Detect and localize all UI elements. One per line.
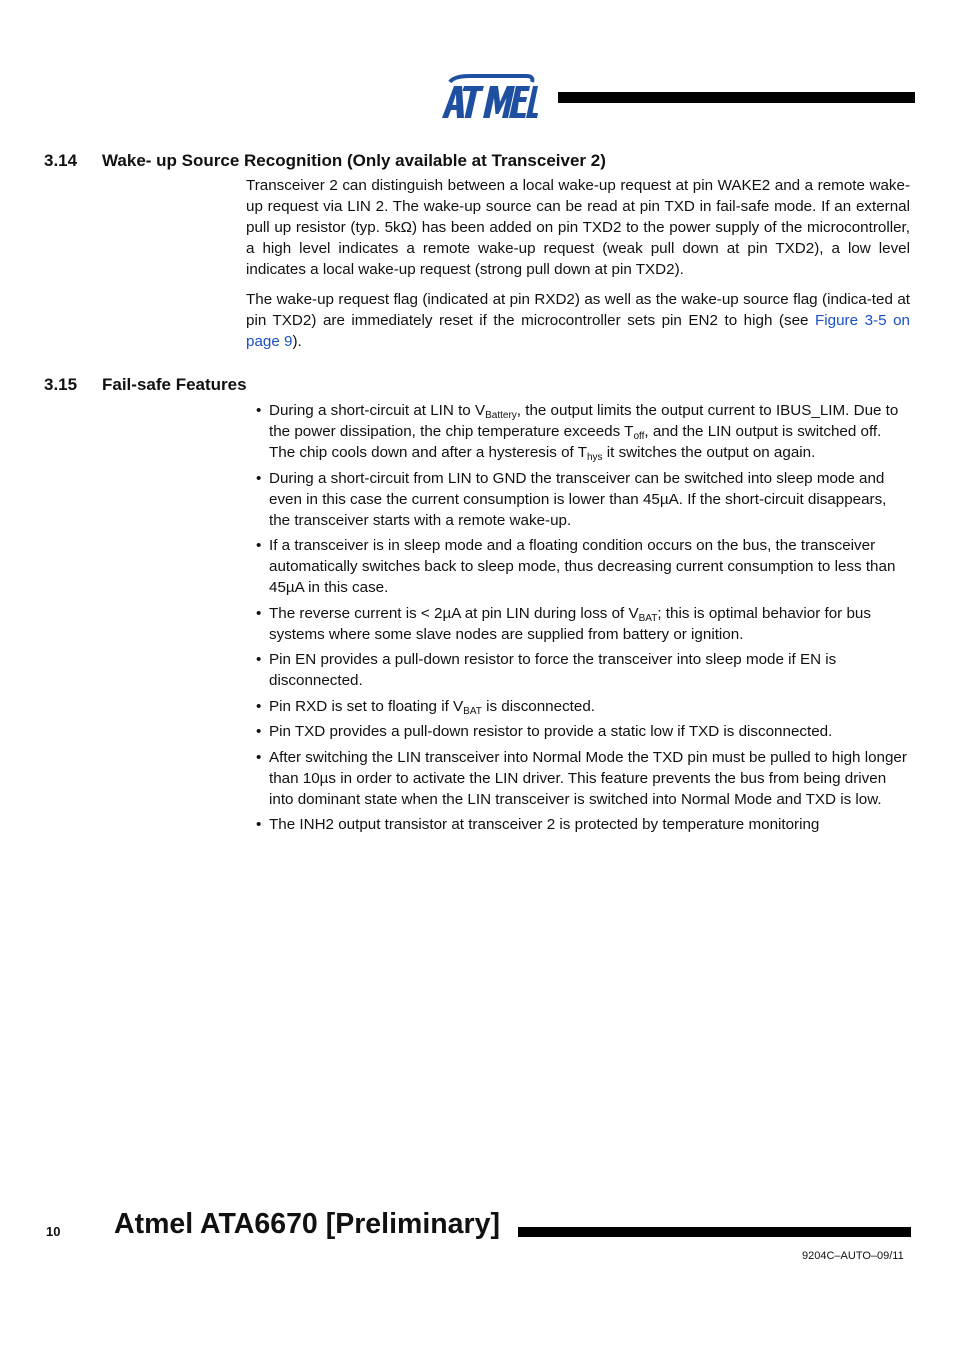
section-heading-3-15 bbox=[44, 375, 247, 395]
bullet-icon: • bbox=[256, 748, 262, 766]
atmel-logo bbox=[440, 74, 538, 120]
section-title: Fail-safe Features bbox=[102, 375, 247, 394]
document-title: Atmel ATA6670 [Preliminary] bbox=[114, 1208, 500, 1240]
list-item: • If a transceiver is in sleep mode and a floating condition occurs on the bus, the transceiver automatically switches back to sleep mode, thus decreasing current consumption to less than 45µA in this case. bbox=[256, 537, 896, 596]
paragraph-wakeup-source: Transceiver 2 can distinguish between a local wake-up request at pin WAKE2 and a remote wake-up request via LIN 2. The wake-up source can be read at pin TXD in fail-safe mode. If an external pull up resistor (typ. 5kΩ) has been added on pin TXD2 to the power supply of the microcontroller, a high level indicates a remote wake-up request (weak pull down at pin TXD2), a low level indicates a local wake-up request (strong pull down at pin TXD2). bbox=[246, 177, 910, 278]
bullet-icon: • bbox=[256, 469, 262, 487]
page-number: 10 bbox=[46, 1224, 61, 1239]
bullet-icon: • bbox=[256, 723, 262, 740]
paragraph-wakeup-flag-reset: The wake-up request flag (indicated at pin RXD2) as well as the wake-up source flag (indica-ted at pin TXD2) are immediately reset if the microcontroller sets pin EN2 to high (see Figure 3-5 on page 9). bbox=[246, 291, 910, 350]
bullet-icon: • bbox=[256, 697, 262, 715]
section-title: Wake- up Source Recognition (Only available at Transceiver 2) bbox=[102, 151, 606, 170]
list-item: • The INH2 output transistor at transceiver 2 is protected by temperature monitoring bbox=[256, 816, 820, 833]
list-item: • Pin EN provides a pull-down resistor to force the transceiver into sleep mode if EN is disconnected. bbox=[256, 651, 837, 689]
list-item: • The reverse current is < 2µA at pin LIN during loss of $V_{BAT}$; this is optimal behavior for bus systems where some slave nodes are supplied from battery or ignition. bbox=[256, 604, 871, 643]
header-rule bbox=[558, 92, 915, 103]
list-item: • During a short-circuit at LIN to $V_{Battery}$, the output limits the output current to IBUS_LIM. Due to the power dissipation, the chip temperature exceeds $T_{off}$, and the LIN output is switched off. The chip cools down and after a hysteresis of $T_{hys}$ it switches the output on again. bbox=[256, 402, 899, 463]
section-heading-3-14 bbox=[44, 151, 606, 171]
document-code: 9204C–AUTO–09/11 bbox=[802, 1250, 904, 1262]
list-item: • Pin TXD provides a pull-down resistor to provide a static low if TXD is disconnected. bbox=[256, 723, 833, 740]
figure-reference-link[interactable]: Figure 3-5 on page 9 bbox=[246, 312, 910, 350]
list-item: • After switching the LIN transceiver into Normal Mode the TXD pin must be pulled to high longer than 10µs in order to activate the LIN driver. This feature prevents the bus from being driven into dominant state when the LIN transceiver is switched into Normal Mode and TXD is low. bbox=[256, 748, 907, 808]
section-number: 3.15 bbox=[44, 375, 78, 394]
fail-safe-list bbox=[256, 400, 910, 840]
bullet-icon: • bbox=[256, 537, 262, 554]
list-item: • During a short-circuit from LIN to GND the transceiver can be switched into sleep mode and even in this case the current consumption is lower than 45µA. If the short-circuit disappears, the transceiver starts with a remote wake-up. bbox=[256, 469, 887, 529]
bullet-icon: • bbox=[256, 604, 262, 622]
list-item: • Pin RXD is set to floating if $V_{BAT}$ is disconnected. bbox=[256, 697, 596, 717]
bullet-icon: • bbox=[256, 816, 262, 833]
section-number: 3.14 bbox=[44, 151, 78, 170]
footer-rule bbox=[518, 1227, 911, 1237]
bullet-icon: • bbox=[256, 651, 262, 668]
bullet-icon: • bbox=[256, 402, 262, 419]
